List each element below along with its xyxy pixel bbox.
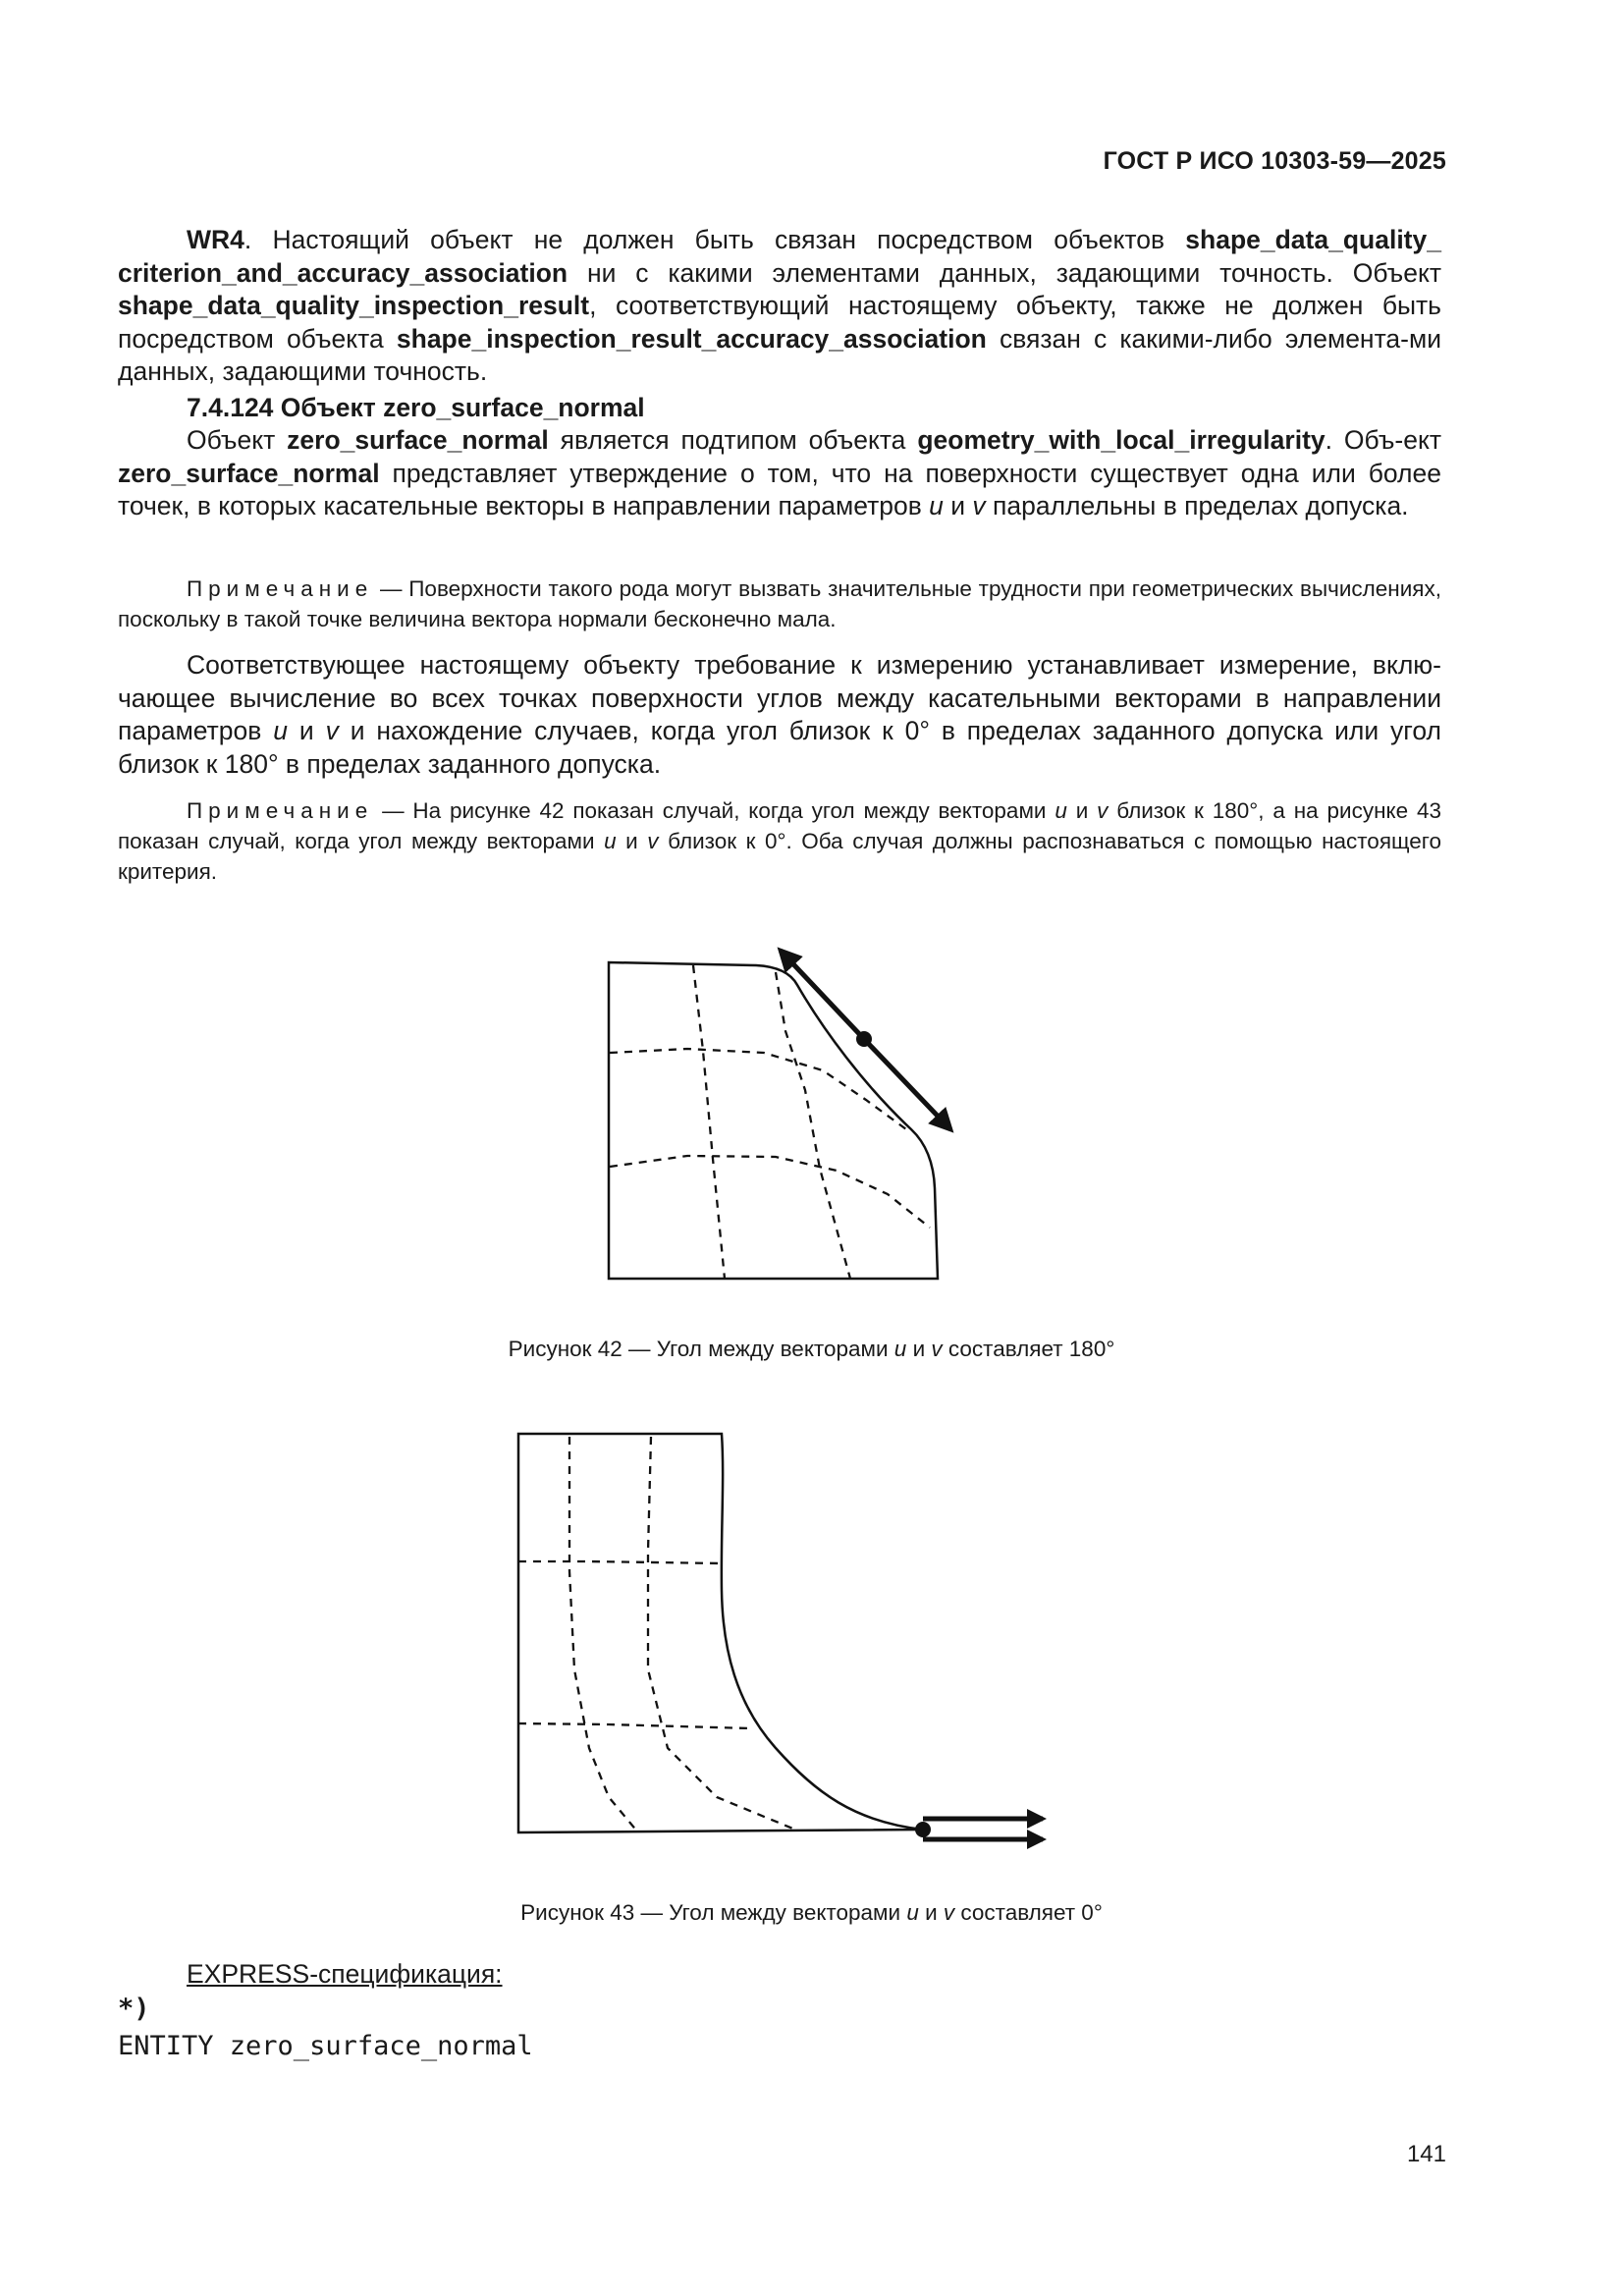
def-entity-1: zero_surface_normal	[287, 425, 549, 455]
note-2-and-2: и	[616, 829, 648, 853]
requirement-paragraph	[118, 649, 1441, 781]
req-text-1: Соответствующее настоящему объекту требование к измерению устанавливает измерение, вклю-чающее вычисление во всех точках поверхности углов между касательными векторами в направлении параметров	[118, 650, 1441, 745]
note-2	[118, 795, 1441, 887]
req-and: и	[287, 716, 326, 745]
note-2-text-3: близок к 0°. Оба случая должны распознаваться с помощью настоящего критерия.	[118, 829, 1442, 884]
note-2-and-1: и	[1066, 798, 1098, 823]
note-1-label: Примечание	[187, 576, 374, 601]
note-1-text: — Поверхности такого рода могут вызвать значительные трудности при геометрических вычислениях, поскольку в такой точке величина вектора нормали бесконечно мала.	[118, 576, 1441, 631]
wr4-text-4: связан с какими-либо элемента-ми данных, задающими точность.	[118, 323, 1441, 386]
figure-43-drawing	[501, 1414, 1060, 1856]
figure-42-caption	[0, 1337, 1623, 1362]
figure-42-drawing	[589, 933, 982, 1296]
note-2-u-2: u	[604, 829, 617, 853]
fig42-v: v	[931, 1337, 943, 1361]
fig43-caption-prefix: Рисунок 43 — Угол между векторами	[520, 1900, 907, 1925]
def-text-5: параллельны в пределах допуска.	[985, 491, 1409, 520]
req-text-2: и нахождение случаев, когда угол близок к 0° в пределах заданного допуска или угол близок к 180° в пределах заданного допуска.	[118, 716, 1441, 779]
wr4-text-1: . Настоящий объект не должен быть связан посредством объектов	[243, 225, 1186, 254]
def-text-3: . Объ-ект	[1325, 425, 1441, 455]
req-v: v	[325, 716, 339, 745]
def-entity-3: zero_surface_normal	[118, 458, 380, 488]
note-2-label: Примечание	[187, 798, 374, 823]
def-text-4: представляет утверждение о том, что на поверхности существует одна или более точек, в которых касательные векторы в направлении параметров	[118, 458, 1441, 520]
section-heading: 7.4.124 Объект zero_surface_normal	[187, 393, 645, 422]
express-code-line-1: *)	[118, 1994, 150, 2024]
fig43-caption-suffix: составляет 0°	[954, 1900, 1103, 1925]
fig42-caption-suffix: составляет 180°	[942, 1337, 1115, 1361]
fig43-u: u	[906, 1900, 919, 1925]
def-entity-2: geometry_with_local_irregularity	[917, 425, 1325, 455]
def-v: v	[972, 491, 986, 520]
note-2-text-1: — На рисунке 42 показан случай, когда угол между векторами	[373, 798, 1055, 823]
note-1	[118, 574, 1441, 634]
def-text-2: является подтипом объекта	[548, 425, 918, 455]
req-u: u	[273, 716, 288, 745]
note-2-v-2: v	[647, 829, 659, 853]
note-2-v-1: v	[1097, 798, 1109, 823]
express-spec-label: EXPRESS-спецификация:	[187, 1959, 503, 1989]
def-and: и	[943, 491, 973, 520]
document-id: ГОСТ Р ИСО 10303-59—2025	[1103, 147, 1446, 175]
page-number: 141	[1406, 2141, 1446, 2167]
wr4-entity-3: shape_inspection_result_accuracy_association	[396, 323, 987, 354]
wr4-label: WR4	[187, 225, 244, 254]
def-text-1: Объект	[187, 425, 288, 455]
def-u: u	[929, 491, 944, 520]
note-2-text-2: близок к 180°, а на рисунке 43 показан случай, когда угол между векторами	[118, 798, 1441, 853]
figure-43-caption	[0, 1900, 1623, 1926]
wr4-text-2: ни с какими элементами данных, задающими точность. Объект	[568, 257, 1441, 288]
express-code-line-2: ENTITY zero_surface_normal	[118, 2031, 533, 2061]
wr4-paragraph	[118, 224, 1441, 389]
fig42-u: u	[893, 1337, 907, 1361]
fig42-and: и	[906, 1337, 932, 1361]
fig43-and: и	[918, 1900, 944, 1925]
wr4-entity-1: shape_data_quality_ criterion_and_accuracy_association	[118, 225, 1441, 288]
wr4-text-3: , соответствующий настоящему объекту, также не должен быть посредством объекта	[118, 291, 1441, 354]
fig42-caption-prefix: Рисунок 42 — Угол между векторами	[508, 1337, 894, 1361]
definition-paragraph	[118, 424, 1441, 523]
note-2-u-1: u	[1055, 798, 1067, 823]
fig43-v: v	[943, 1900, 955, 1925]
wr4-entity-2: shape_data_quality_inspection_result	[118, 291, 590, 320]
